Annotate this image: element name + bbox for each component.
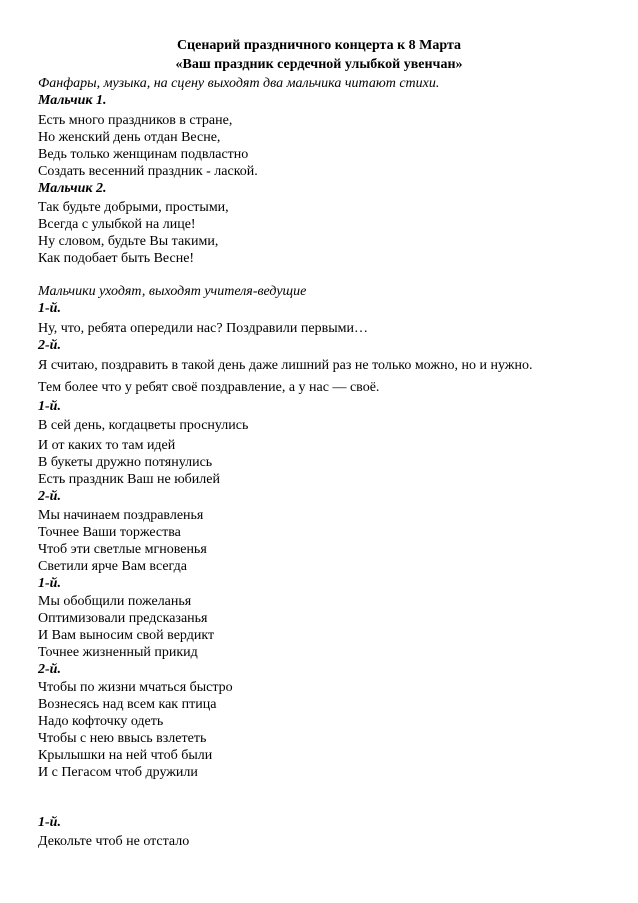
speaker-boy-2: Мальчик 2. [38,181,107,196]
verse-line: Есть праздник Ваш не юбилей [38,472,220,487]
document-title: Сценарий праздничного концерта к 8 Марта [176,38,462,53]
verse-line: Оптимизовали предсказанья [38,611,208,626]
verse-line: Чтобы с нею ввысь взлететь [38,731,207,746]
verse-line: Есть много праздников в стране, [38,113,233,128]
dialogue-line: Тем более что у ребят своё поздравление, а у нас — своё. [38,380,380,395]
verse-line: Вознесясь над всем как птица [38,697,217,712]
verse-line: Всегда с улыбкой на лице! [38,217,196,232]
speaker-boy-1: Мальчик 1. [38,93,107,108]
verse-line: Как подобает быть Весне! [38,251,195,266]
verse-line: И от каких то там идей [38,438,176,453]
speaker-2: 2-й. [38,489,61,504]
verse-line: И с Пегасом чтоб дружили [38,765,198,780]
document-subtitle: «Ваш праздник сердечной улыбкой увенчан» [175,57,463,72]
speaker-1: 1-й. [38,399,61,414]
verse-line: В сей день, когдацветы проснулись [38,418,249,433]
speaker-2: 2-й. [38,338,61,353]
verse-line: Ну словом, будьте Вы такими, [38,234,219,249]
verse-line: Точнее Ваши торжества [38,525,181,540]
verse-line: Мы обобщили пожеланья [38,594,192,609]
verse-line: В букеты дружно потянулись [38,455,213,470]
verse-line: И Вам выносим свой вердикт [38,628,215,643]
verse-line: Чтоб эти светлые мгновенья [38,542,207,557]
verse-line: Точнее жизненный прикид [38,645,198,660]
speaker-2: 2-й. [38,662,61,677]
dialogue-line: Я считаю, поздравить в такой день даже лишний раз не только можно, но и нужно. [38,358,533,373]
verse-line: Чтобы по жизни мчаться быстро [38,680,233,695]
speaker-1: 1-й. [38,301,61,316]
speaker-1: 1-й. [38,576,61,591]
verse-line: Светили ярче Вам всегда [38,559,187,574]
dialogue-line: Ну, что, ребята опередили нас? Поздравили первыми… [38,321,368,336]
verse-line: Так будьте добрыми, простыми, [38,200,229,215]
verse-line: Надо кофточку одеть [38,714,164,729]
verse-line: Декольте чтоб не отстало [38,834,190,849]
verse-line: Мы начинаем поздравленья [38,508,204,523]
stage-direction-teachers: Мальчики уходят, выходят учителя-ведущие [38,284,307,299]
verse-line: Крылышки на ней чтоб были [38,748,213,763]
verse-line: Создать весенний праздник - лаской. [38,164,258,179]
stage-direction-intro: Фанфары, музыка, на сцену выходят два мальчика читают стихи. [38,76,440,91]
verse-line: Но женский день отдан Весне, [38,130,221,145]
verse-line: Ведь только женщинам подвластно [38,147,249,162]
speaker-1: 1-й. [38,815,61,830]
